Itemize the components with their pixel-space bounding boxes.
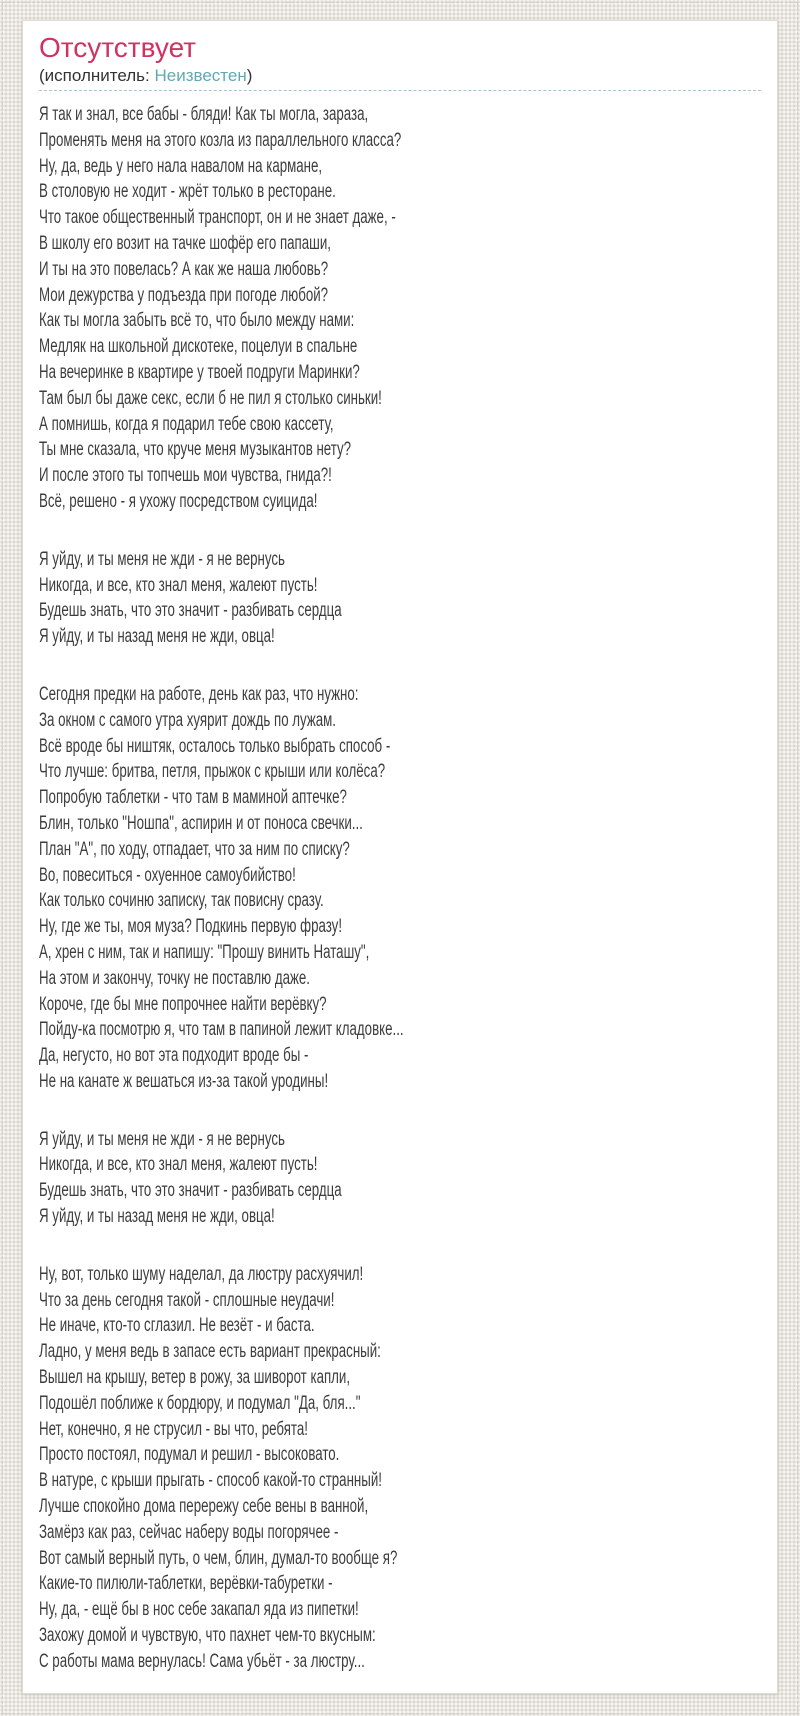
artist-link[interactable]: Неизвестен bbox=[154, 66, 247, 85]
stanza bbox=[39, 547, 757, 650]
lyric-line: Во, повеситься - охуенное самоубийство! bbox=[39, 864, 296, 886]
lyric-line: Никогда, и все, кто знал меня, жалеют пусть! bbox=[39, 574, 318, 596]
lyric-line: С работы мама вернулась! Сама убьёт - за люстру... bbox=[39, 1650, 365, 1672]
lyrics-card bbox=[22, 20, 778, 1694]
lyric-line: Не иначе, кто-то сглазил. Не везёт - и баста. bbox=[39, 1315, 315, 1337]
lyric-line: Попробую таблетки - что там в маминой аптечке? bbox=[39, 787, 347, 809]
lyric-line: И ты на это повелась? А как же наша любовь? bbox=[39, 258, 329, 280]
lyric-line: Я уйду, и ты назад меня не жди, овца! bbox=[39, 626, 275, 648]
lyric-line: Ну, да, ведь у него нала навалом на кармане, bbox=[39, 155, 323, 177]
lyric-line: Я уйду, и ты назад меня не жди, овца! bbox=[39, 1206, 275, 1228]
lyric-line: Как ты могла забыть всё то, что было между нами: bbox=[39, 310, 355, 332]
lyric-line: На этом и закончу, точку не поставлю даже. bbox=[39, 967, 310, 989]
lyric-line: А помнишь, когда я подарил тебе свою кассету, bbox=[39, 413, 334, 435]
lyric-line: Ну, вот, только шуму наделал, да люстру расхуячил! bbox=[39, 1263, 364, 1285]
lyric-line: Я уйду, и ты меня не жди - я не вернусь bbox=[39, 548, 285, 570]
lyric-line: Захожу домой и чувствую, что пахнет чем-то вкусным: bbox=[39, 1625, 376, 1647]
lyric-line: Всё вроде бы ништяк, осталось только выбрать способ - bbox=[39, 735, 391, 757]
lyric-line: Медляк на школьной дискотеке, поцелуи в спальне bbox=[39, 336, 358, 358]
lyric-line: Нет, конечно, я не струсил - вы что, ребята! bbox=[39, 1418, 308, 1440]
lyric-line: Никогда, и все, кто знал меня, жалеют пусть! bbox=[39, 1154, 318, 1176]
lyric-line: Будешь знать, что это значит - разбивать сердца bbox=[39, 1180, 342, 1202]
lyric-line: И после этого ты топчешь мои чувства, гнида?! bbox=[39, 465, 332, 487]
lyric-line: Подошёл поближе к бордюру, и подумал "Да, бля..." bbox=[39, 1392, 361, 1414]
lyric-line: В школу его возит на тачке шофёр его папаши, bbox=[39, 232, 331, 254]
lyric-line: Вот самый верный путь, о чем, блин, думал-то вообще я? bbox=[39, 1547, 398, 1569]
stanza bbox=[39, 682, 757, 1095]
lyric-line: Просто постоял, подумал и решил - высоковато. bbox=[39, 1444, 340, 1466]
lyric-line: Променять меня на этого козла из параллельного класса? bbox=[39, 129, 402, 151]
lyric-line: Замёрз как раз, сейчас наберу воды погорячее - bbox=[39, 1521, 339, 1543]
lyric-line: Будешь знать, что это значит - разбивать сердца bbox=[39, 600, 342, 622]
lyric-line: Ты мне сказала, что круче меня музыкантов нету? bbox=[39, 439, 352, 461]
lyric-line: Да, негусто, но вот эта подходит вроде бы - bbox=[39, 1045, 309, 1067]
song-header bbox=[39, 21, 761, 91]
lyric-line: За окном с самого утра хуярит дождь по лужам. bbox=[39, 709, 336, 731]
lyric-line: Как только сочиню записку, так повисну сразу. bbox=[39, 890, 324, 912]
lyric-line: А, хрен с ним, так и напишу: "Прошу винить Наташу", bbox=[39, 941, 370, 963]
artist-label-suffix: ) bbox=[246, 66, 253, 85]
lyric-line: Мои дежурства у подъезда при погоде любой? bbox=[39, 284, 329, 306]
lyric-line: Короче, где бы мне попрочнее найти верёвку? bbox=[39, 993, 327, 1015]
lyric-line: В столовую не ходит - жрёт только в ресторане. bbox=[39, 181, 336, 203]
lyric-line: Всё, решено - я ухожу посредством суицида! bbox=[39, 490, 318, 512]
lyric-line: Что лучше: бритва, петля, прыжок с крыши или колёса? bbox=[39, 761, 386, 783]
artist-line bbox=[39, 65, 761, 86]
lyric-line: Лучше спокойно дома перережу себе вены в ванной, bbox=[39, 1496, 369, 1518]
lyric-line: Там был бы даже секс, если б не пил я столько синьки! bbox=[39, 387, 382, 409]
lyric-line: План "А", по ходу, отпадает, что за ним по списку? bbox=[39, 838, 350, 860]
stanza bbox=[39, 1127, 757, 1230]
lyric-line: Какие-то пилюли-таблетки, верёвки-табуретки - bbox=[39, 1573, 333, 1595]
lyric-line: Что такое общественный транспорт, он и не знает даже, - bbox=[39, 207, 396, 229]
artist-label-prefix: (исполнитель: bbox=[39, 66, 155, 85]
lyrics-text bbox=[39, 91, 757, 1675]
lyric-line: Ну, да, - ещё бы в нос себе закапал яда из пипетки! bbox=[39, 1599, 359, 1621]
song-title: Отсутствует bbox=[39, 32, 197, 63]
lyric-line: На вечеринке в квартире у твоей подруги Маринки? bbox=[39, 361, 360, 383]
stanza bbox=[39, 1262, 757, 1675]
lyric-line: Вышел на крышу, ветер в рожу, за шиворот капли, bbox=[39, 1367, 351, 1389]
stanza bbox=[39, 102, 757, 515]
lyric-line: Сегодня предки на работе, день как раз, что нужно: bbox=[39, 683, 359, 705]
lyric-line: Ну, где же ты, моя муза? Подкинь первую фразу! bbox=[39, 916, 343, 938]
lyric-line: Ладно, у меня ведь в запасе есть вариант прекрасный: bbox=[39, 1341, 381, 1363]
lyric-line: Я так и знал, все бабы - бляди! Как ты могла, зараза, bbox=[39, 104, 369, 125]
lyric-line: Что за день сегодня такой - сплошные неудачи! bbox=[39, 1289, 335, 1311]
lyric-line: В натуре, с крыши прыгать - способ какой-то странный! bbox=[39, 1470, 382, 1492]
lyric-line: Я уйду, и ты меня не жди - я не вернусь bbox=[39, 1128, 285, 1150]
lyric-line: Пойду-ка посмотрю я, что там в папиной лежит кладовке... bbox=[39, 1019, 404, 1041]
lyric-line: Не на канате ж вешаться из-за такой уродины! bbox=[39, 1070, 329, 1092]
lyric-line: Блин, только "Ношпа", аспирин и от поноса свечки... bbox=[39, 812, 363, 834]
